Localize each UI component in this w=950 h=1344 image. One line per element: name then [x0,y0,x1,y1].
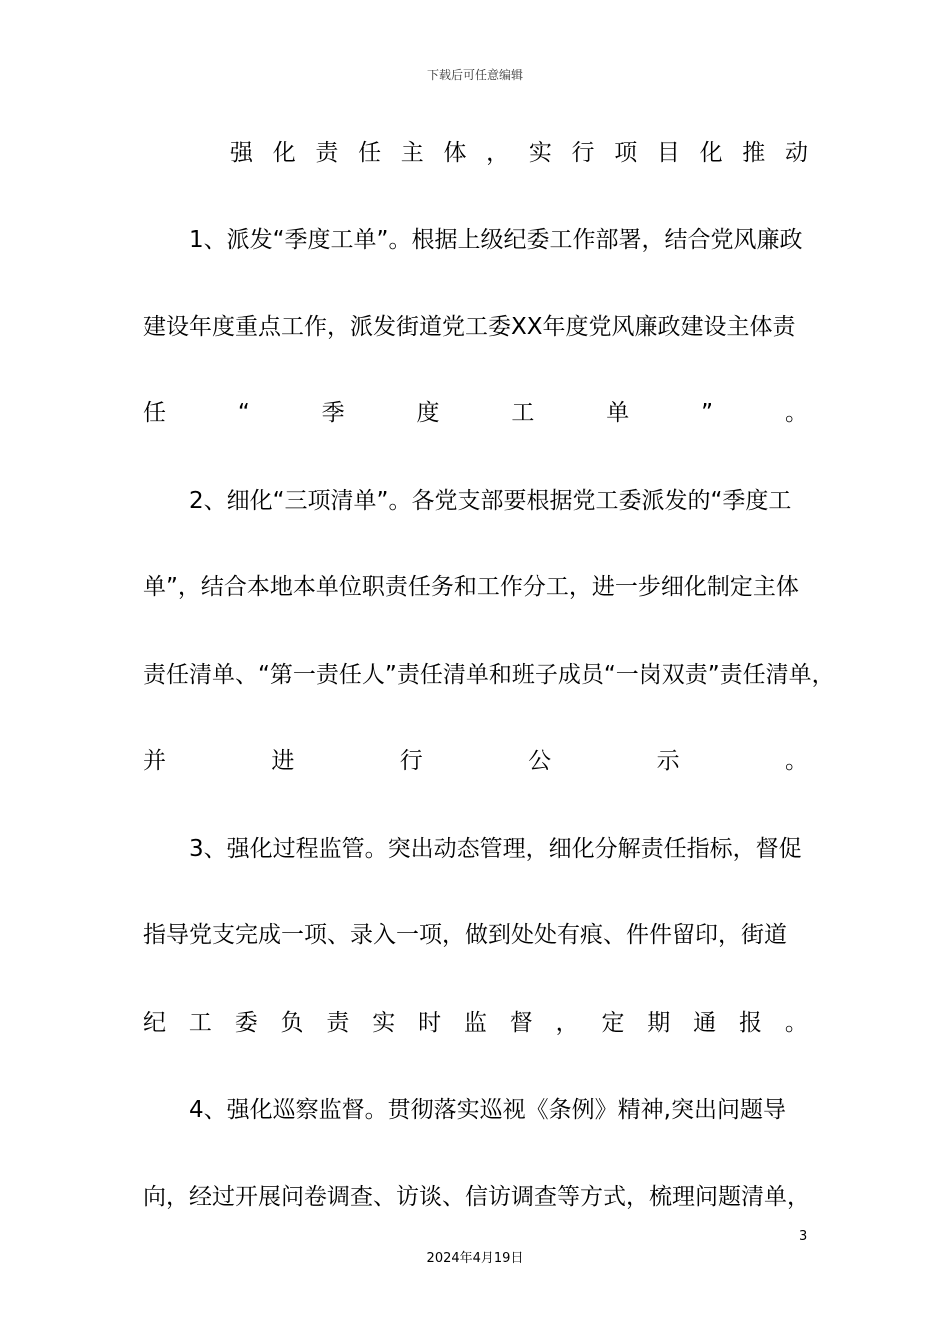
spread-char: 工 [511,400,535,426]
spread-char: 行 [571,140,595,166]
spread-char: 责 [315,140,339,166]
paragraph-line-justified [143,398,808,428]
spread-char: 体 [443,140,467,166]
spread-char: 单 [606,400,630,426]
spread-char: 示 [656,748,680,774]
paragraph-line: 4、强化巡察监督。贯彻落实巡视《条例》精神,突出问题导 [189,1097,786,1123]
spread-char: 主 [400,140,424,166]
spread-char: 任 [143,400,166,426]
spread-char: 化 [699,140,723,166]
spread-char: ” [701,400,714,426]
spread-char: 季 [321,400,345,426]
spread-char: 目 [656,140,680,166]
spread-char: 。 [784,400,808,426]
spread-char: 任 [358,140,382,166]
spread-char: 监 [463,1010,487,1036]
page-footer-date: 2024年4月19日 [426,1251,524,1266]
spread-char: 动 [784,140,808,166]
spread-char: 行 [399,748,423,774]
spread-char: 度 [416,400,440,426]
spread-char: 报 [738,1010,762,1036]
spread-char: 。 [784,1010,808,1036]
document-title [230,138,808,168]
spread-char: 进 [271,748,295,774]
paragraph-line: 单”，结合本地本单位职责任务和工作分工，进一步细化制定主体 [143,574,799,600]
spread-char: 通 [693,1010,717,1036]
spread-char: 督 [509,1010,533,1036]
spread-char: 委 [234,1010,258,1036]
paragraph-line-justified [143,746,808,776]
spread-char: ， [486,140,510,166]
paragraph-line: 3、强化过程监管。突出动态管理，细化分解责任指标，督促 [189,836,802,862]
spread-char: 公 [528,748,552,774]
spread-char: 化 [272,140,296,166]
paragraph-line: 向，经过开展问卷调查、访谈、信访调查等方式，梳理问题清单， [143,1184,810,1210]
paragraph-line: 1、派发“季度工单”。根据上级纪委工作部署，结合党风廉政 [189,227,803,253]
spread-char: 时 [418,1010,442,1036]
spread-char: 负 [280,1010,304,1036]
spread-char: 项 [614,140,638,166]
spread-char: “ [237,400,250,426]
spread-char: 实 [528,140,552,166]
spread-char: 。 [784,748,808,774]
paragraph-line-justified [143,1008,808,1038]
paragraph-line: 建设年度重点工作，派发街道党工委XX年度党风廉政建设主体责 [143,314,796,340]
spread-char: 期 [647,1010,671,1036]
paragraph-line: 指导党支完成一项、录入一项，做到处处有痕、件件留印，街道 [143,922,787,948]
spread-char: 责 [326,1010,350,1036]
paragraph-line: 2、细化“三项清单”。各党支部要根据党工委派发的“季度工 [189,488,792,514]
spread-char: 推 [742,140,766,166]
page-number: 3 [799,1229,808,1244]
spread-char: ， [555,1010,579,1036]
spread-char: 工 [188,1010,212,1036]
spread-char: 实 [372,1010,396,1036]
spread-char: 并 [143,748,166,774]
spread-char: 纪 [143,1010,166,1036]
page-header: 下载后可任意编辑 [426,68,523,82]
spread-char: 强 [230,140,253,166]
spread-char: 定 [601,1010,625,1036]
paragraph-line: 责任清单、“第一责任人”责任清单和班子成员“一岗双责”责任清单， [143,662,835,688]
